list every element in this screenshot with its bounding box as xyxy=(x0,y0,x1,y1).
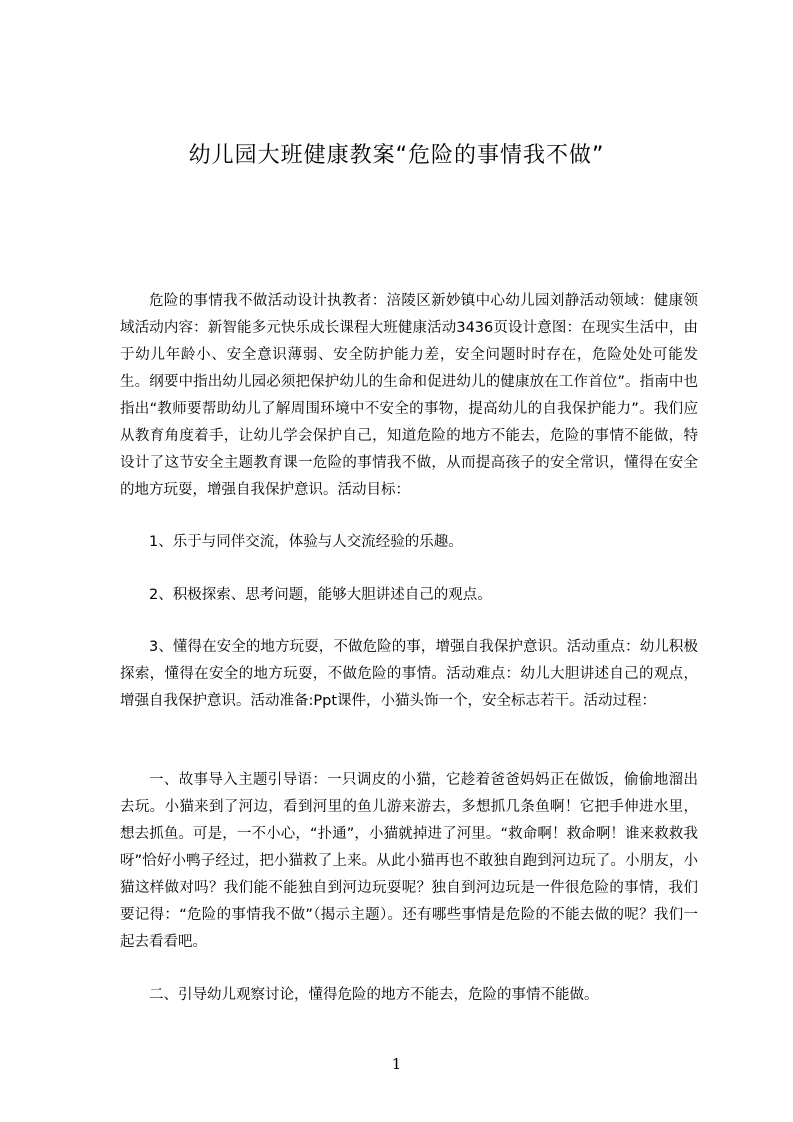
paragraph-goal-1: 1、乐于与同伴交流，体验与人交流经验的乐趣。 xyxy=(149,534,463,550)
paragraph-design-intent: 危险的事情我不做活动设计执教者：涪陵区新妙镇中心幼儿园刘静活动领域：健康领域活动内容：新智能多元快乐成长课程大班健康活动3436页设计意图：在现实生活中，由于幼儿年龄小、安全意识薄弱、安全防护能力差，安全问题时时存在，危险处处可能发生。纲要中指出幼儿园必须把保护幼儿的生命和促进幼儿的健康放在工作首位”。指南中也指出“教师要帮助幼儿了解周围环境中不安全的事物，提高幼儿的自我保护能力”。我们应从教育角度着手，让幼儿学会保护自己，知道危险的地方不能去，危险的事情不能做，特设计了这节安全主题教育课一危险的事情我不做，从而提高孩子的安全常识，懂得在安全的地方玩耍，增强自我保护意识。活动目标： xyxy=(120,293,698,498)
page-number: 1 xyxy=(391,1055,402,1073)
document-title: 幼儿园大班健康教案“危险的事情我不做” xyxy=(188,143,605,168)
paragraph-discussion: 二、引导幼儿观察讨论，懂得危险的地方不能去，危险的事情不能做。 xyxy=(149,987,599,1003)
paragraph-goal-2: 2、积极探索、思考问题，能够大胆讲述自己的观点。 xyxy=(149,587,492,603)
paragraph-story-intro: 一、故事导入主题引导语：一只调皮的小猫，它趁着爸爸妈妈正在做饭，偷偷地溜出去玩。小猫来到了河边，看到河里的鱼儿游来游去，多想抓几条鱼啊！它把手伸进水里，想去抓鱼。可是，一不小心，“扑通”，小猫就掉进了河里。“救命啊！救命啊！谁来救救我呀”恰好小鸭子经过，把小猫救了上来。从此小猫再也不敢独自跑到河边玩了。小朋友，小猫这样做对吗？我们能不能独自到河边玩耍呢？独自到河边玩是一件很危险的事情，我们要记得：“危险的事情我不做”（揭示主题）。还有哪些事情是危险的不能去做的呢？我们一起去看看吧。 xyxy=(120,772,698,950)
paragraph-goal-3: 3、懂得在安全的地方玩耍，不做危险的事，增强自我保护意识。活动重点：幼儿积极探索，懂得在安全的地方玩耍，不做危险的事情。活动难点：幼儿大胆讲述自己的观点，增强自我保护意识。活动准备:Ppt课件，小猫头饰一个，安全标志若干。活动过程： xyxy=(120,639,698,709)
